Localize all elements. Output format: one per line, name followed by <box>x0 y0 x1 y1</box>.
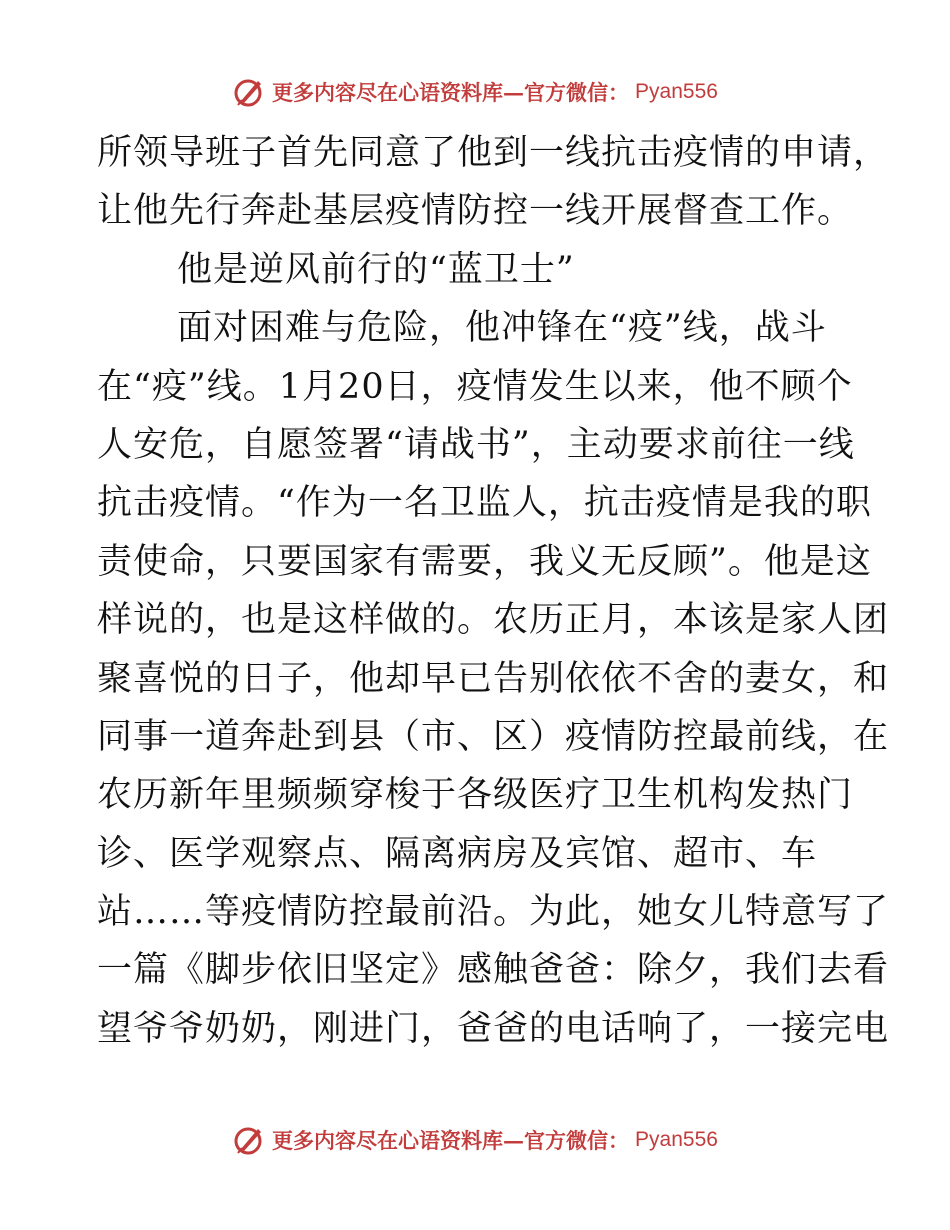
footer-watermark <box>0 1120 950 1160</box>
quill-logo-icon <box>232 1123 266 1157</box>
body-line: 站……等疫情防控最前沿。为此，她女儿特意写了 <box>97 892 890 933</box>
body-line: 抗击疫情。“作为一名卫监人，抗击疫情是我的职 <box>97 483 872 524</box>
watermark-id: Pyan556 <box>635 80 718 103</box>
body-line: 责使命，只要国家有需要，我义无反顾”。他是这 <box>97 541 872 582</box>
watermark-text: 更多内容尽在心语资料库—官方微信： <box>272 80 630 105</box>
quill-logo-icon <box>232 75 266 109</box>
body-line: 人安危，自愿签署“请战书”，主动要求前往一线 <box>97 424 855 465</box>
body-line: 一篇《脚步依旧坚定》感触爸爸：除夕，我们去看 <box>97 950 890 991</box>
body-line: 在“疫”线。1月20日，疫情发生以来，他不顾个 <box>97 366 853 407</box>
section-heading: 他是逆风前行的“蓝卫士” <box>177 249 575 290</box>
body-line: 望爷爷奶奶，刚进门，爸爸的电话响了，一接完电 <box>97 1008 890 1049</box>
document-body <box>97 124 890 1058</box>
body-line: 农历新年里频频穿梭于各级医疗卫生机构发热门 <box>97 775 854 816</box>
watermark-id: Pyan556 <box>635 1128 718 1151</box>
header-watermark <box>0 72 950 112</box>
body-line: 样说的，也是这样做的。农历正月，本该是家人团 <box>97 600 890 641</box>
body-line: 诊、医学观察点、隔离病房及宾馆、超市、车 <box>97 833 818 874</box>
body-line: 聚喜悦的日子，他却早已告别依依不舍的妻女，和 <box>97 658 890 699</box>
body-line: 同事一道奔赴到县（市、区）疫情防控最前线，在 <box>97 716 890 757</box>
watermark-text: 更多内容尽在心语资料库—官方微信： <box>272 1128 630 1153</box>
body-line: 面对困难与危险，他冲锋在“疫”线，战斗 <box>177 308 827 349</box>
body-line: 让他先行奔赴基层疫情防控一线开展督查工作。 <box>97 191 854 232</box>
body-line: 所领导班子首先同意了他到一线抗击疫情的申请， <box>97 133 890 173</box>
